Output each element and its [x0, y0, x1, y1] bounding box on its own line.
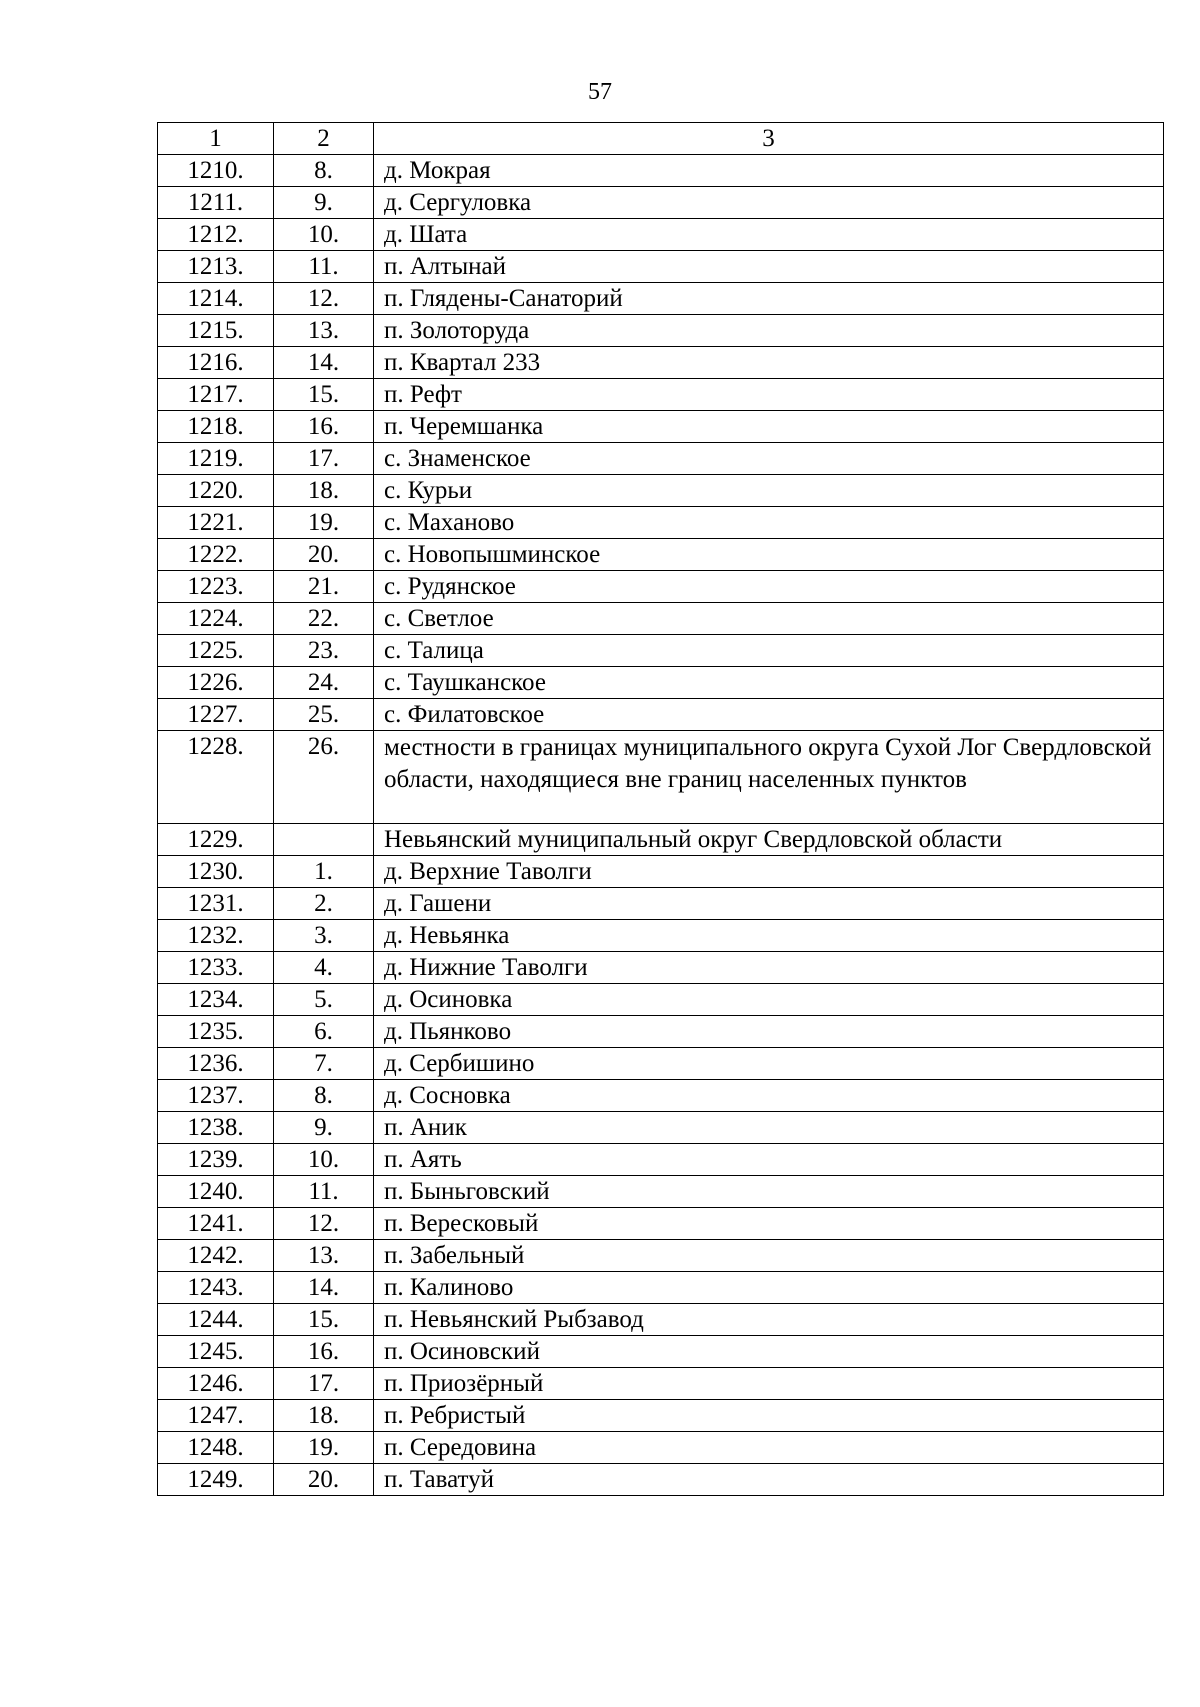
row-name-cell: п. Осиновский: [374, 1336, 1164, 1368]
row-subnumber-cell: 21.: [274, 571, 374, 603]
row-name-cell: п. Таватуй: [374, 1464, 1164, 1496]
row-name-cell: д. Осиновка: [374, 984, 1164, 1016]
row-subnumber-cell: 15.: [274, 1304, 374, 1336]
table-row: [158, 1432, 1164, 1464]
row-number-cell: 1240.: [158, 1176, 274, 1208]
row-subnumber-cell: 12.: [274, 283, 374, 315]
row-name-cell: п. Невьянский Рыбзавод: [374, 1304, 1164, 1336]
row-subnumber-cell: 14.: [274, 347, 374, 379]
row-subnumber-cell: 18.: [274, 475, 374, 507]
row-number-cell: 1223.: [158, 571, 274, 603]
row-subnumber-cell: 14.: [274, 1272, 374, 1304]
row-subnumber-cell: 9.: [274, 187, 374, 219]
row-subnumber-cell: 10.: [274, 1144, 374, 1176]
row-name-cell: п. Середовина: [374, 1432, 1164, 1464]
row-name-cell: п. Алтынай: [374, 251, 1164, 283]
row-number-cell: 1219.: [158, 443, 274, 475]
table-row: [158, 1112, 1164, 1144]
row-number-cell: 1242.: [158, 1240, 274, 1272]
table-row: [158, 1016, 1164, 1048]
row-number-cell: 1225.: [158, 635, 274, 667]
row-name-cell: п. Забельный: [374, 1240, 1164, 1272]
row-subnumber-cell: 17.: [274, 1368, 374, 1400]
row-subnumber-cell: 11.: [274, 1176, 374, 1208]
row-subnumber-cell: 25.: [274, 699, 374, 731]
table-row: [158, 283, 1164, 315]
row-name-cell: п. Аять: [374, 1144, 1164, 1176]
row-subnumber-cell: 13.: [274, 1240, 374, 1272]
row-number-cell: 1217.: [158, 379, 274, 411]
row-number-cell: 1236.: [158, 1048, 274, 1080]
page-number: 57: [588, 79, 612, 105]
row-name-cell: п. Приозёрный: [374, 1368, 1164, 1400]
row-number-cell: 1237.: [158, 1080, 274, 1112]
row-name-cell: п. Золоторуда: [374, 315, 1164, 347]
table-row: [158, 1240, 1164, 1272]
table-row: [158, 1080, 1164, 1112]
table-row: [158, 475, 1164, 507]
table-row: [158, 539, 1164, 571]
row-number-cell: 1244.: [158, 1304, 274, 1336]
table-row: [158, 187, 1164, 219]
row-name-cell: Невьянский муниципальный округ Свердловской области: [374, 824, 1164, 856]
row-name-cell: местности в границах муниципального округа Сухой Лог Свердловской области, находящиеся вне границ населенных пунктов: [374, 731, 1164, 824]
row-subnumber-cell: 18.: [274, 1400, 374, 1432]
table-row: [158, 571, 1164, 603]
row-number-cell: 1246.: [158, 1368, 274, 1400]
row-subnumber-cell: 11.: [274, 251, 374, 283]
table-row: [158, 1400, 1164, 1432]
row-name-cell: д. Нижние Таволги: [374, 952, 1164, 984]
row-number-cell: 1216.: [158, 347, 274, 379]
row-subnumber-cell: [274, 824, 374, 856]
row-number-cell: 1221.: [158, 507, 274, 539]
column-header-1: 1: [158, 123, 274, 155]
row-number-cell: 1211.: [158, 187, 274, 219]
row-name-cell: п. Ребристый: [374, 1400, 1164, 1432]
row-number-cell: 1212.: [158, 219, 274, 251]
table-row: [158, 1208, 1164, 1240]
row-subnumber-cell: 12.: [274, 1208, 374, 1240]
table-row: [158, 347, 1164, 379]
table-row: [158, 251, 1164, 283]
row-number-cell: 1243.: [158, 1272, 274, 1304]
table-row: [158, 1464, 1164, 1496]
row-number-cell: 1213.: [158, 251, 274, 283]
row-number-cell: 1249.: [158, 1464, 274, 1496]
row-number-cell: 1218.: [158, 411, 274, 443]
table-row: [158, 699, 1164, 731]
row-subnumber-cell: 19.: [274, 1432, 374, 1464]
row-name-cell: п. Вересковый: [374, 1208, 1164, 1240]
row-name-cell: д. Сосновка: [374, 1080, 1164, 1112]
row-name-cell: п. Глядены-Санаторий: [374, 283, 1164, 315]
row-number-cell: 1214.: [158, 283, 274, 315]
row-subnumber-cell: 1.: [274, 856, 374, 888]
row-subnumber-cell: 20.: [274, 539, 374, 571]
row-name-cell: с. Новопышминское: [374, 539, 1164, 571]
row-number-cell: 1215.: [158, 315, 274, 347]
row-subnumber-cell: 16.: [274, 411, 374, 443]
row-subnumber-cell: 24.: [274, 667, 374, 699]
row-name-cell: п. Быньговский: [374, 1176, 1164, 1208]
table-row: [158, 856, 1164, 888]
row-name-cell: д. Пьянково: [374, 1016, 1164, 1048]
row-number-cell: 1247.: [158, 1400, 274, 1432]
table-row: [158, 1368, 1164, 1400]
row-number-cell: 1227.: [158, 699, 274, 731]
table-row: [158, 603, 1164, 635]
table-row: [158, 315, 1164, 347]
table-row: [158, 443, 1164, 475]
row-name-cell: д. Сербишино: [374, 1048, 1164, 1080]
row-subnumber-cell: 5.: [274, 984, 374, 1016]
row-number-cell: 1229.: [158, 824, 274, 856]
table-row: [158, 888, 1164, 920]
table-row: [158, 155, 1164, 187]
row-number-cell: 1239.: [158, 1144, 274, 1176]
row-number-cell: 1222.: [158, 539, 274, 571]
row-number-cell: 1233.: [158, 952, 274, 984]
row-name-cell: с. Светлое: [374, 603, 1164, 635]
row-number-cell: 1248.: [158, 1432, 274, 1464]
row-subnumber-cell: 17.: [274, 443, 374, 475]
row-number-cell: 1224.: [158, 603, 274, 635]
table-row: [158, 1144, 1164, 1176]
column-header-3: 3: [374, 123, 1164, 155]
row-subnumber-cell: 4.: [274, 952, 374, 984]
row-name-cell: п. Квартал 233: [374, 347, 1164, 379]
table-row: [158, 1336, 1164, 1368]
table-row: [158, 667, 1164, 699]
table-row: [158, 507, 1164, 539]
table-body: [158, 155, 1164, 1496]
table-row: [158, 379, 1164, 411]
row-name-cell: д. Шата: [374, 219, 1164, 251]
row-subnumber-cell: 9.: [274, 1112, 374, 1144]
row-number-cell: 1241.: [158, 1208, 274, 1240]
table-row: [158, 1304, 1164, 1336]
column-header-2: 2: [274, 123, 374, 155]
table-row: [158, 635, 1164, 667]
table-row: [158, 1176, 1164, 1208]
row-number-cell: 1231.: [158, 888, 274, 920]
row-subnumber-cell: 8.: [274, 155, 374, 187]
row-number-cell: 1238.: [158, 1112, 274, 1144]
table-row: [158, 411, 1164, 443]
row-number-cell: 1230.: [158, 856, 274, 888]
row-name-cell: д. Гашени: [374, 888, 1164, 920]
row-number-cell: 1220.: [158, 475, 274, 507]
table-row: [158, 952, 1164, 984]
row-number-cell: 1232.: [158, 920, 274, 952]
row-number-cell: 1234.: [158, 984, 274, 1016]
table-row: [158, 984, 1164, 1016]
row-name-cell: с. Курьи: [374, 475, 1164, 507]
table-row: [158, 1048, 1164, 1080]
row-name-cell: с. Таушканское: [374, 667, 1164, 699]
table-row: [158, 1272, 1164, 1304]
row-number-cell: 1245.: [158, 1336, 274, 1368]
row-number-cell: 1235.: [158, 1016, 274, 1048]
table-row: [158, 731, 1164, 824]
row-subnumber-cell: 2.: [274, 888, 374, 920]
row-subnumber-cell: 6.: [274, 1016, 374, 1048]
row-number-cell: 1226.: [158, 667, 274, 699]
row-subnumber-cell: 22.: [274, 603, 374, 635]
table-row: [158, 920, 1164, 952]
row-subnumber-cell: 15.: [274, 379, 374, 411]
row-name-cell: с. Филатовское: [374, 699, 1164, 731]
row-subnumber-cell: 19.: [274, 507, 374, 539]
row-number-cell: 1210.: [158, 155, 274, 187]
row-name-cell: с. Знаменское: [374, 443, 1164, 475]
table-row: [158, 219, 1164, 251]
row-subnumber-cell: 23.: [274, 635, 374, 667]
row-name-cell: с. Талица: [374, 635, 1164, 667]
row-name-cell: с. Маханово: [374, 507, 1164, 539]
row-name-cell: п. Аник: [374, 1112, 1164, 1144]
row-name-cell: п. Рефт: [374, 379, 1164, 411]
row-subnumber-cell: 8.: [274, 1080, 374, 1112]
row-name-cell: д. Сергуловка: [374, 187, 1164, 219]
table-row: [158, 824, 1164, 856]
row-name-cell: п. Калиново: [374, 1272, 1164, 1304]
row-subnumber-cell: 16.: [274, 1336, 374, 1368]
row-subnumber-cell: 10.: [274, 219, 374, 251]
row-name-cell: д. Верхние Таволги: [374, 856, 1164, 888]
row-subnumber-cell: 13.: [274, 315, 374, 347]
row-number-cell: 1228.: [158, 731, 274, 824]
row-subnumber-cell: 20.: [274, 1464, 374, 1496]
row-subnumber-cell: 26.: [274, 731, 374, 824]
row-name-cell: п. Черемшанка: [374, 411, 1164, 443]
row-name-cell: д. Невьянка: [374, 920, 1164, 952]
row-subnumber-cell: 3.: [274, 920, 374, 952]
settlements-table: [157, 122, 1164, 1496]
row-subnumber-cell: 7.: [274, 1048, 374, 1080]
row-name-cell: д. Мокрая: [374, 155, 1164, 187]
table-header-row: [158, 123, 1164, 155]
row-name-cell: с. Рудянское: [374, 571, 1164, 603]
